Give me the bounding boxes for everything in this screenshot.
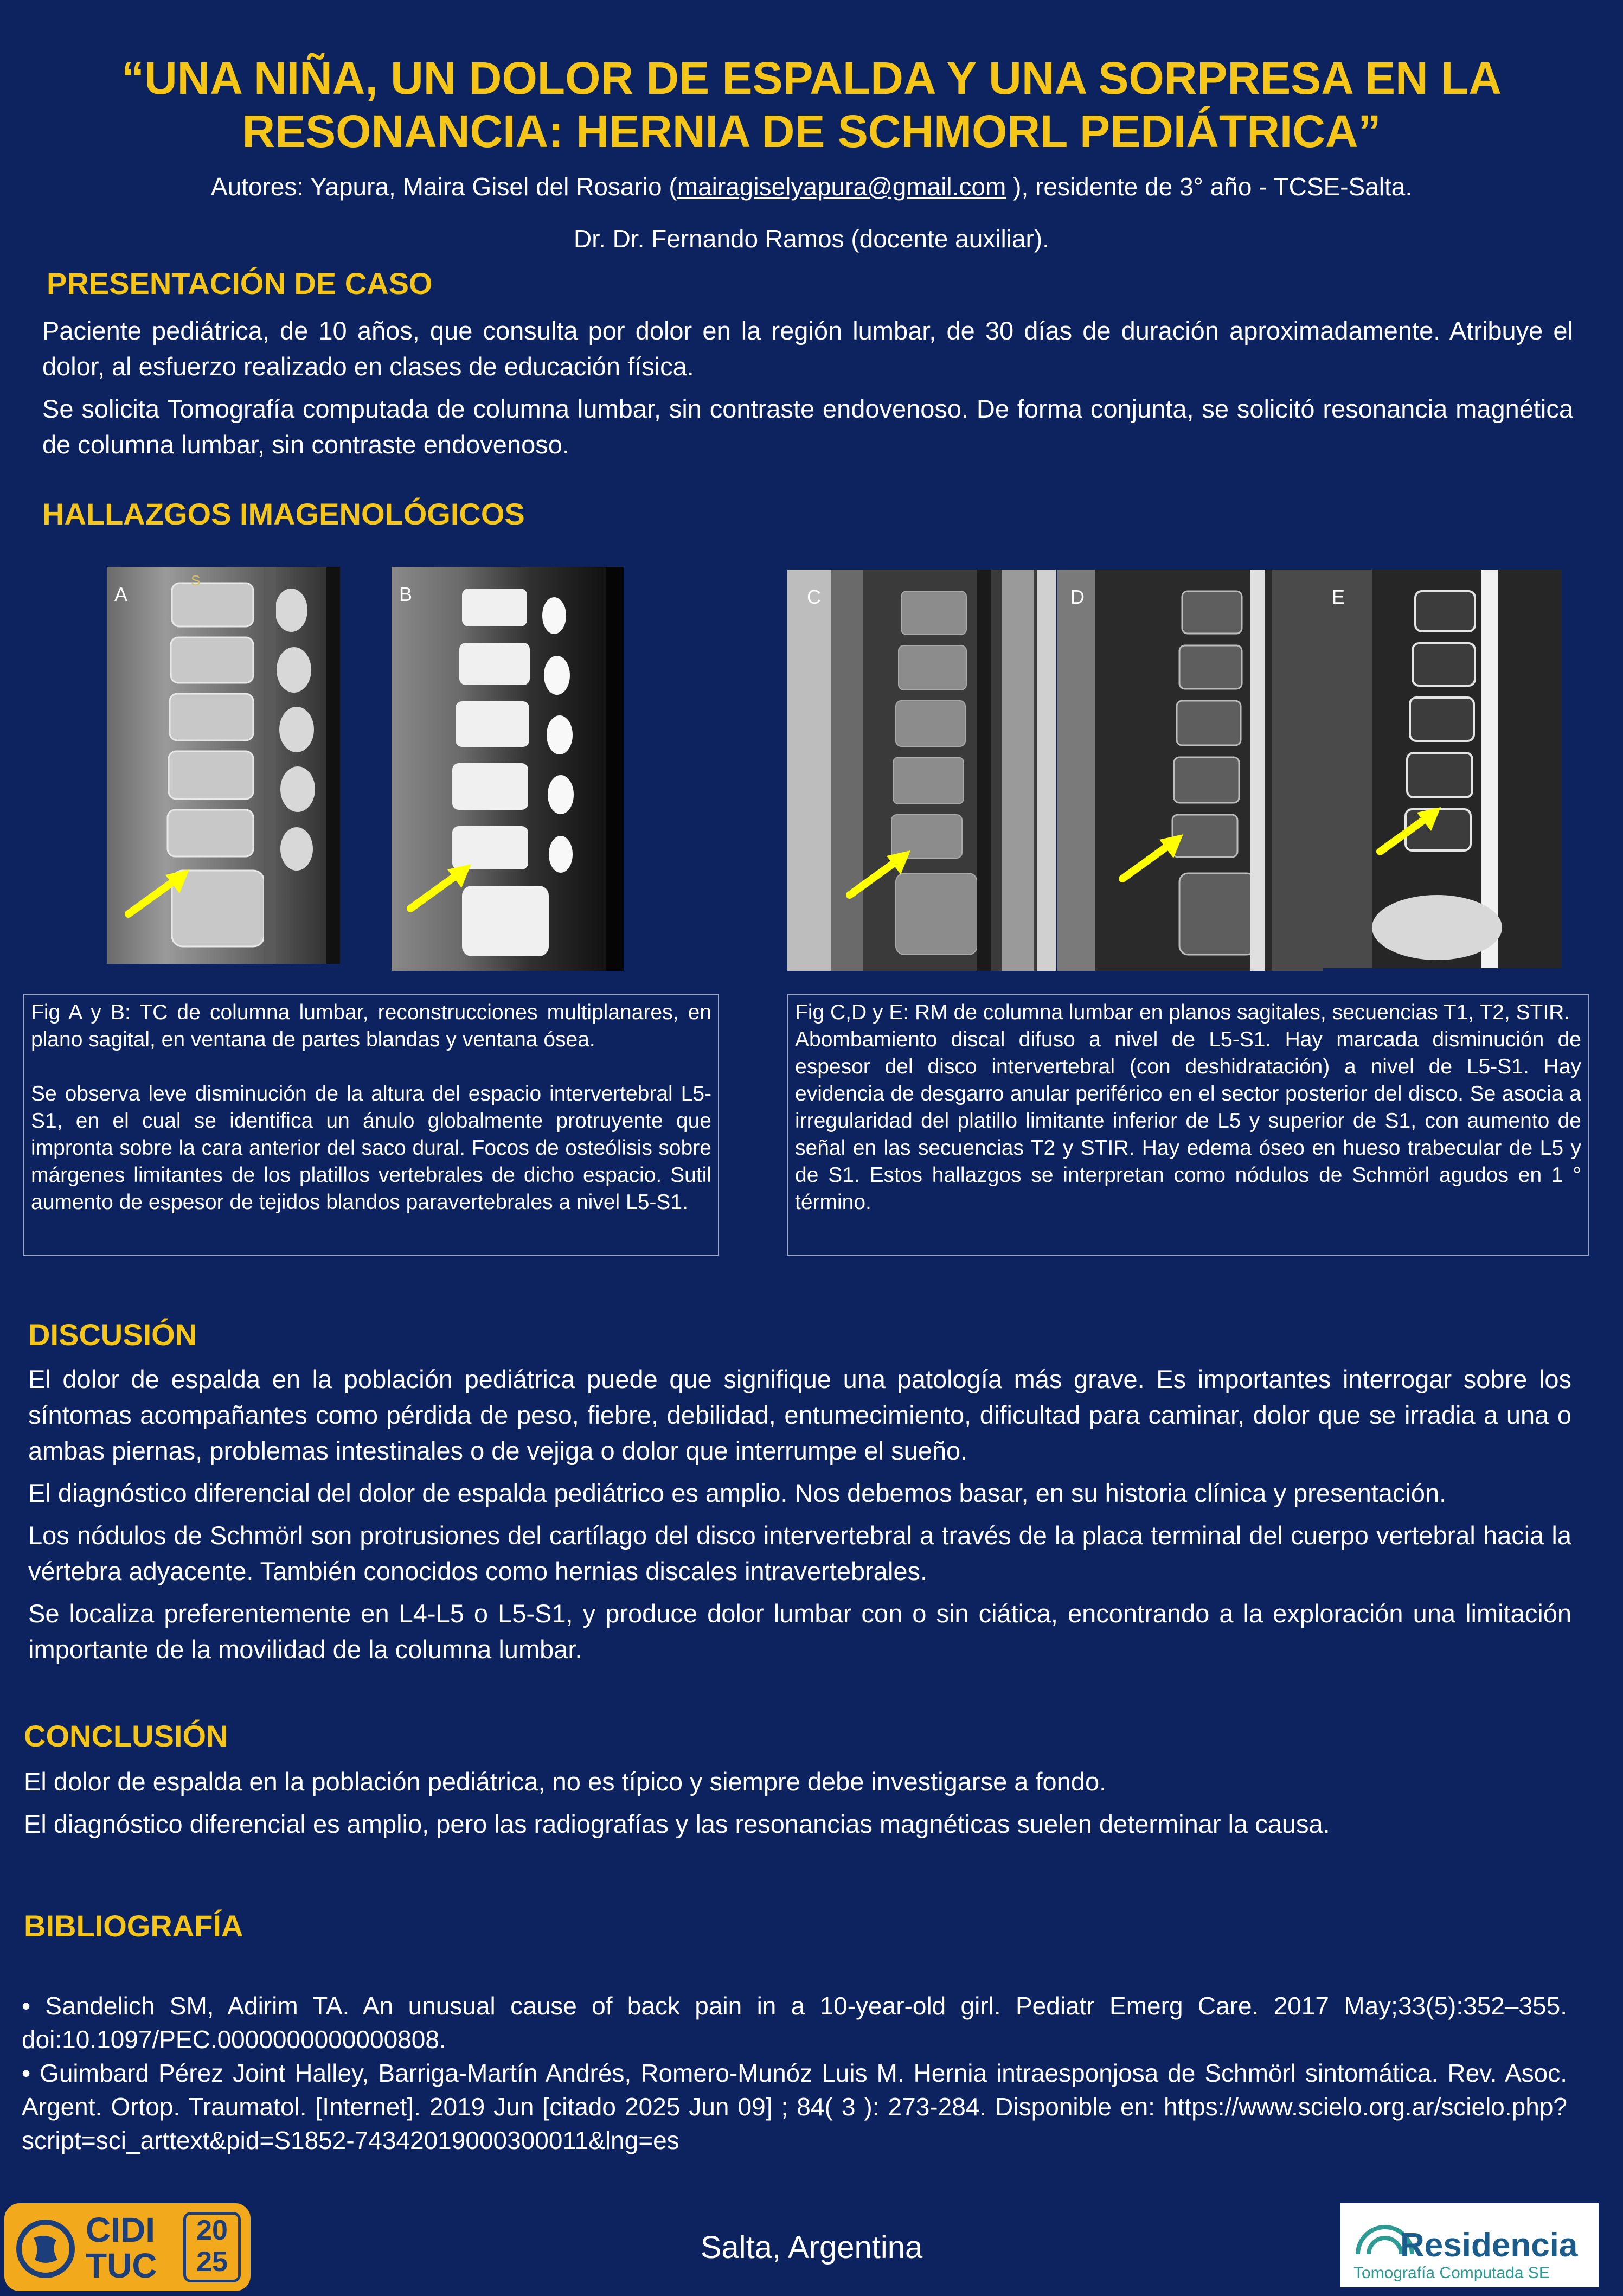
- logo-left-line2: TUC: [86, 2246, 157, 2285]
- case-paragraph: Se solicita Tomografía computada de columna lumbar, sin contraste endovenoso. De forma conjunta, se solicitó resonancia magnética de columna lumbar, sin contraste endovenoso.: [42, 394, 1573, 459]
- image-label-c: C: [807, 586, 821, 608]
- conclusion-heading: CONCLUSIÓN: [24, 1719, 228, 1753]
- authors-prefix: Autores: Yapura, Maira Gisel del Rosario (: [210, 172, 677, 201]
- discussion-paragraph: Se localiza preferentemente en L4-L5 o L5-S1, y produce dolor lumbar con o sin ciática, encontrando a la exploración una limitación importante de la movilidad de la columna lumbar.: [28, 1599, 1571, 1664]
- discussion-paragraph: El diagnóstico diferencial del dolor de espalda pediátrico es amplio. Nos debemos basar, en su historia clínica y presentación.: [28, 1479, 1447, 1507]
- caption-mri: [787, 994, 1589, 1256]
- caption-ct-title: Fig A y B: TC de columna lumbar, reconstrucciones multiplanares, en plano sagital, en ventana de partes blandas y ventana ósea.: [31, 1001, 711, 1051]
- mri-image-e: [1323, 570, 1562, 968]
- ct-image-a: [107, 567, 340, 964]
- discussion-heading: DISCUSIÓN: [28, 1318, 197, 1352]
- mri-scan-graphic: [1057, 570, 1323, 971]
- logo-right-subtitle: Tomografía Computada SE: [1353, 2264, 1550, 2282]
- footer-location: Salta, Argentina: [700, 2230, 923, 2265]
- findings-heading: HALLAZGOS IMAGENOLÓGICOS: [42, 497, 525, 531]
- logo-left-year2: 25: [196, 2246, 228, 2278]
- conclusion-paragraph: El diagnóstico diferencial es amplio, pero las radiografías y las resonancias magnéticas suelen determinar la causa.: [24, 1809, 1330, 1838]
- mri-image-c: [787, 570, 1056, 971]
- discussion-text: [28, 1361, 1571, 1674]
- caption-mri-body: Abombamiento discal difuso a nivel de L5-S1. Hay marcada disminución de espesor del disco intervertebral (con deshidratación) a nivel de L5-S1. Hay evidencia de desgarro anular periférico en el sector posterior del disco. Se asocia a irregularidad del platillo limitante inferior de L5 y superior de S1, con aumento de señal en las secuencias T2 y STIR. Hay edema óseo en hueso trabecular de L5 y de S1. Estos hallazgos se interpretan como nódulos de Schmörl agudos en 1 ° término.: [795, 1028, 1581, 1214]
- bibliography-list: [22, 1989, 1567, 2157]
- conclusion-text: [24, 1764, 1569, 1849]
- image-label-e: E: [1332, 586, 1345, 608]
- discussion-paragraph: Los nódulos de Schmörl son protrusiones del cartílago del disco intervertebral a través de la placa terminal del cuerpo vertebral hacia la vértebra adyacente. También conocidos como hernias discales intravertebrales.: [28, 1521, 1571, 1585]
- caption-ct-body: Se observa leve disminución de la altura del espacio intervertebral L5-S1, en el cual se identifica un ánulo globalmente protruyente que impronta sobre la cara anterior del saco dural. Focos de osteólisis sobre márgenes limitantes de los platillos vertebrales de dicho espacio. Sutil aumento de espesor de tejidos blandos paravertebrales a nivel L5-S1.: [31, 1082, 711, 1214]
- yellow-arrow-icon: [405, 854, 476, 914]
- yellow-arrow-icon: [1375, 797, 1445, 857]
- logo-right-name: Residencia: [1400, 2227, 1578, 2264]
- yellow-arrow-icon: [1117, 824, 1188, 884]
- authors-line: [0, 172, 1623, 201]
- bibliography-heading: BIBLIOGRAFÍA: [24, 1909, 243, 1943]
- authors-line-2: Dr. Dr. Fernando Ramos (docente auxiliar).: [574, 225, 1049, 253]
- author-email-link[interactable]: mairagiselyapura@gmail.com: [677, 172, 1006, 201]
- logo-left-year1: 20: [196, 2215, 228, 2246]
- mri-scan-graphic: [787, 570, 1056, 971]
- poster-title: “UNA NIÑA, UN DOLOR DE ESPALDA Y UNA SORPRESA EN LA RESONANCIA: HERNIA DE SCHMORL PEDIÁTRICA”: [121, 53, 1502, 157]
- image-label-d: D: [1070, 586, 1085, 608]
- bibliography-item: • Guimbard Pérez Joint Halley, Barriga-Martín Andrés, Romero-Munóz Luis M. Hernia intraesponjosa de Schmörl sintomática. Rev. Asoc. Argent. Ortop. Traumatol. [Internet]. 2019 Jun [citado 2025 Jun 09] ; 84( 3 ): 273-284. Disponible en: https://www.scielo.org.ar/scielo.php?script=sci_arttext&pid=S1852-74342019000300011&lng=es: [22, 2059, 1567, 2154]
- discussion-paragraph: El dolor de espalda en la población pediátrica puede que signifique una patología más grave. Es importantes interrogar sobre los síntomas acompañantes como pérdida de peso, fiebre, debilidad, entumecimiento, dificultad para caminar, dolor que se irradia a una o ambas piernas, problemas intestinales o de vejiga o dolor que interrumpe el sueño.: [28, 1365, 1571, 1465]
- case-text: [42, 313, 1573, 469]
- yellow-arrow-icon: [844, 841, 915, 900]
- ct-image-b: [392, 567, 624, 971]
- residencia-logo: [1340, 2203, 1599, 2287]
- bibliography-item: • Sandelich SM, Adirim TA. An unusual cause of back pain in a 10-year-old girl. Pediatr Emerg Care. 2017 May;33(5):352–355. doi:10.1097/PEC.0000000000000808.: [22, 1992, 1567, 2054]
- case-heading: PRESENTACIÓN DE CASO: [47, 266, 433, 300]
- image-label-a: A: [114, 583, 128, 605]
- mri-scan-graphic: [1323, 570, 1562, 968]
- mri-image-d: [1057, 570, 1323, 971]
- authors-suffix: ), residente de 3° año - TCSE-Salta.: [1006, 172, 1413, 201]
- caption-mri-title: Fig C,D y E: RM de columna lumbar en planos sagitales, secuencias T1, T2, STIR.: [795, 1001, 1570, 1024]
- case-paragraph: Paciente pediátrica, de 10 años, que consulta por dolor en la región lumbar, de 30 días de duración aproximadamente. Atribuye el dolor, al esfuerzo realizado en clases de educación física.: [42, 316, 1573, 381]
- conclusion-paragraph: El dolor de espalda en la población pediátrica, no es típico y siempre debe investigarse a fondo.: [24, 1767, 1107, 1796]
- image-label-b: B: [399, 583, 413, 605]
- caption-ct: [23, 994, 719, 1256]
- logo-left-line1: CIDI: [86, 2210, 155, 2249]
- yellow-arrow-icon: [123, 860, 194, 919]
- image-marker-s: S: [191, 572, 201, 589]
